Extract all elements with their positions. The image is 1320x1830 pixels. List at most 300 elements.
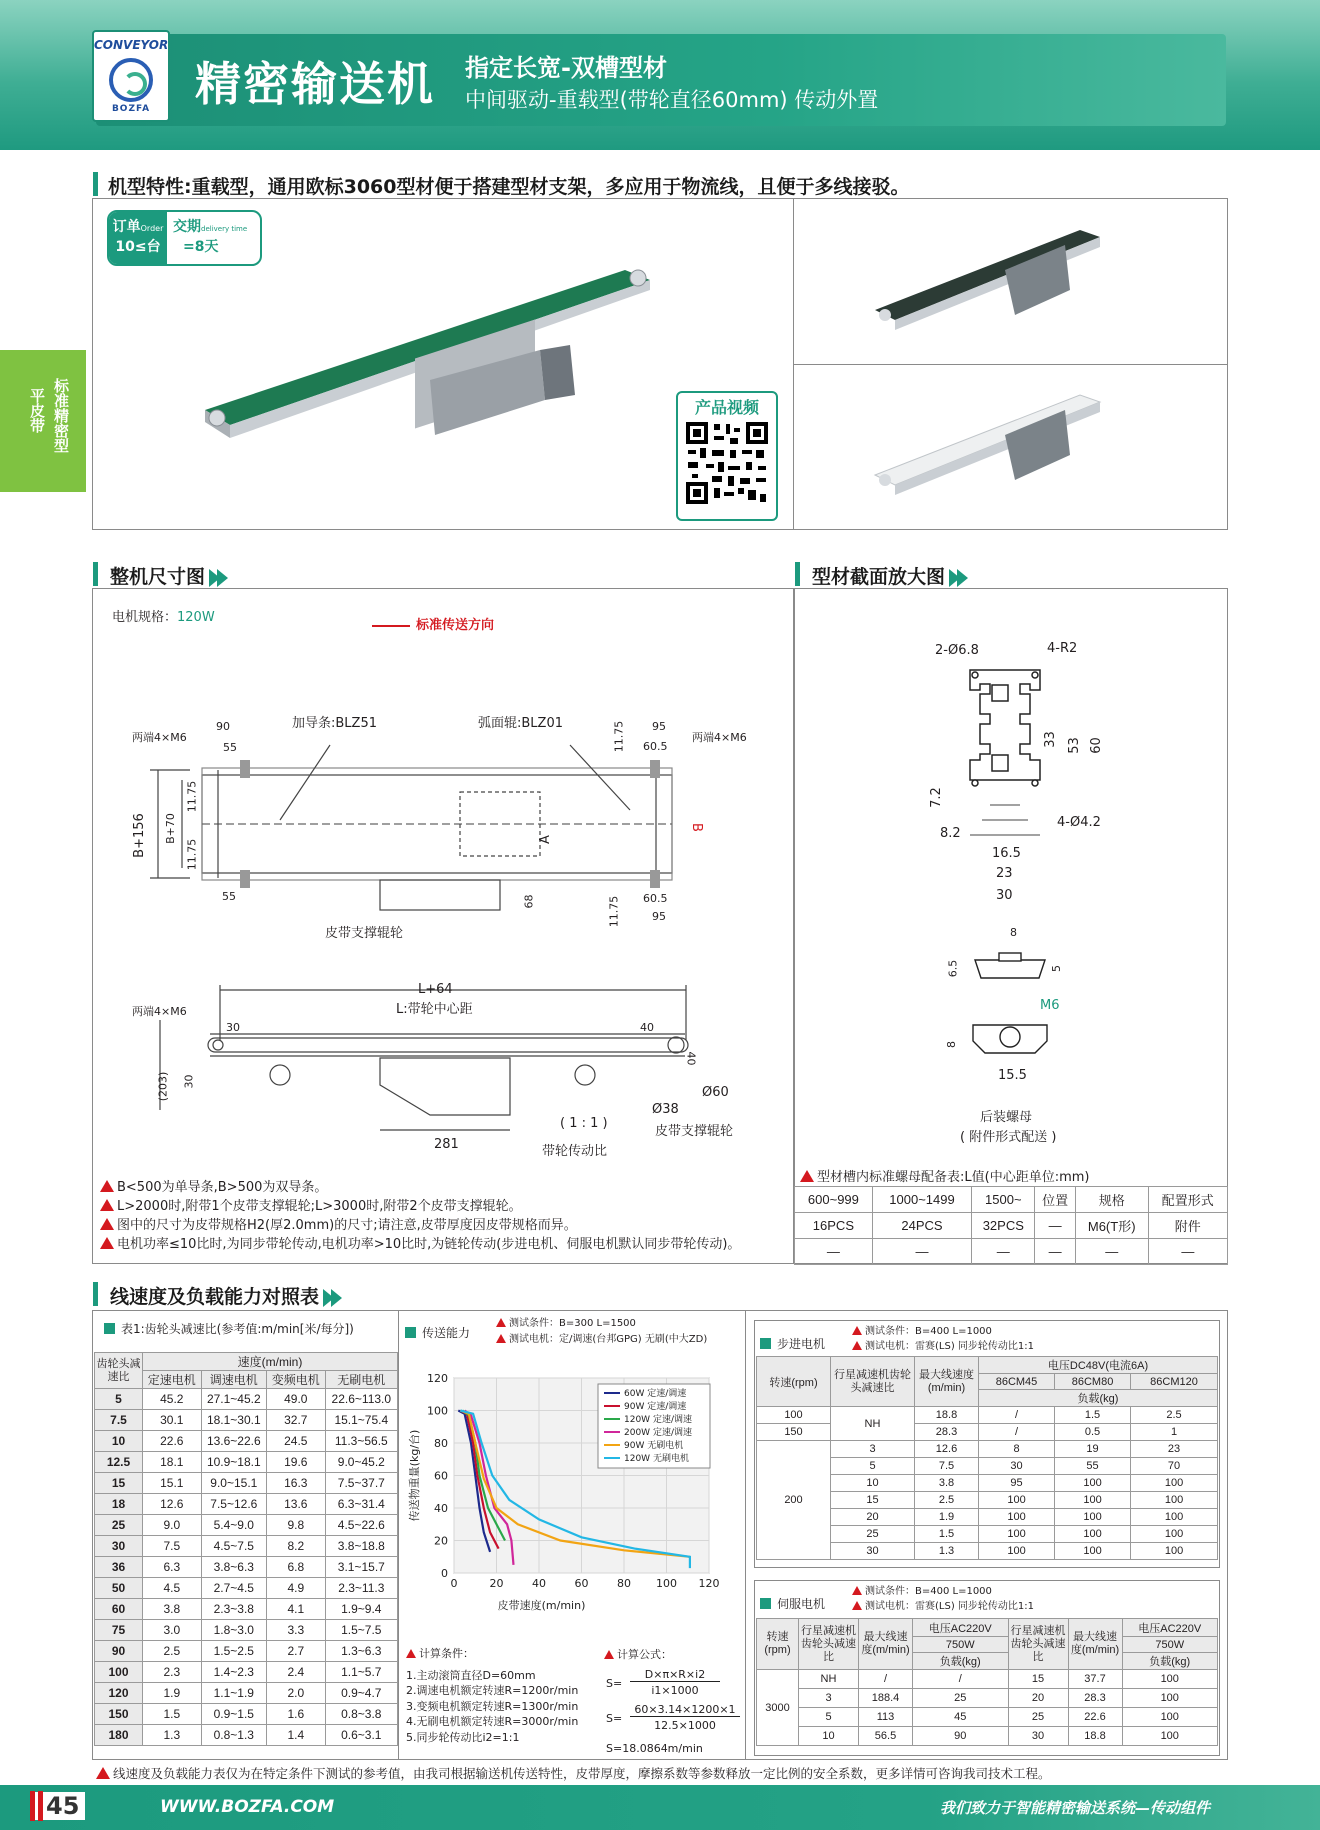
chart-y-tick-label: 120 [427,1372,448,1385]
warning-icon [100,1199,114,1211]
table1-title [96,1320,354,1337]
top-view-drawing [130,700,720,940]
servo-cond-2: 测试电机：雷赛(LS) 同步轮传动比1:1 [865,1601,1034,1612]
arrow-icon [957,569,968,587]
stepper-cell: 100 [979,1509,1055,1526]
calc-formula [604,1646,736,1755]
stepper-cell: 100 [1131,1492,1218,1509]
dim-l-64: L+64 [418,982,453,997]
stepper-cell: 95 [979,1475,1055,1492]
servo-header-voltage: 电压AC220V [913,1619,1009,1637]
note-text: 电机功率≤10比时,为同步带轮传动,电机功率>10比时,为链轮传动(步进电机、伺服电机默认同步带轮传动)。 [117,1237,741,1252]
nut-dim-8: 8 [945,1041,958,1048]
dim-30: 30 [226,1021,240,1034]
formula-result: S=18.0864m/min [606,1742,703,1755]
nut-table-cell: — [872,1239,971,1265]
section-marker [795,562,800,586]
speed-cell: 49.0 [267,1389,326,1410]
speed-cell: 6.3~31.4 [325,1494,397,1515]
speed-cell: 3.8 [143,1599,202,1620]
ratio-cell: 18 [95,1494,143,1515]
table-row [95,1494,398,1515]
profile-title-text: 型材截面放大图 [812,566,946,588]
dimensions-title-text: 整机尺寸图 [110,566,206,588]
stepper-cell: 30 [831,1543,915,1560]
ratio-cell: 5 [95,1389,143,1410]
speed-cell: 9.0 [143,1515,202,1536]
speed-cell: 30.1 [143,1410,202,1431]
servo-cell: 56.5 [859,1727,913,1746]
nut-table-header: 600~999 [795,1187,873,1213]
chart-x-tick-label: 100 [656,1577,677,1590]
table-row [757,1727,1218,1746]
profile-dim-30: 30 [996,888,1013,903]
chart-legend-label: 120W 定速/调速 [624,1415,692,1425]
chart-legend-label: 60W 定速/调速 [624,1389,687,1399]
dim-60-5: 60.5 [643,740,668,753]
note-item [100,1216,790,1235]
chart-x-tick-label: 120 [698,1577,720,1590]
dim-40: 40 [684,1051,698,1066]
dim-l-center: L:带轮中心距 [396,1002,473,1017]
profile-dim-d6-8: 2-Ø6.8 [935,643,979,658]
stepper-cell: 8 [979,1441,1055,1458]
arrow-icon [217,569,228,587]
chart-y-tick-label: 20 [434,1534,448,1548]
dim-d38: Ø38 [652,1102,679,1117]
arrow-icon [331,1289,342,1307]
warning-icon [100,1180,114,1192]
dim-d60: Ø60 [702,1085,729,1100]
speed-cell: 11.3~56.5 [325,1431,397,1452]
divider [793,364,1228,365]
stepper-cell: 100 [1131,1475,1218,1492]
stepper-cell: / [979,1424,1055,1441]
servo-cell: 100 [1122,1689,1218,1708]
profile-dim-33: 33 [1042,731,1058,748]
servo-cell: / [859,1670,913,1689]
stepper-cell: 100 [757,1407,831,1424]
ratio-cell: 36 [95,1557,143,1578]
calc-conditions [406,1646,578,1745]
profile-dim-r2: 4-R2 [1047,641,1078,656]
label-ratio-text: 带轮传动比 [542,1144,608,1159]
nut-table-cell: — [1075,1239,1148,1265]
stepper-cell: 200 [757,1441,831,1560]
dim-30: 30 [182,1074,196,1089]
nut-dim-15-5: 15.5 [998,1068,1027,1083]
servo-cell: 25 [913,1689,1009,1708]
label-support-roller: 皮带支撑辊轮 [325,926,404,941]
speed-cell: 2.4 [267,1662,326,1683]
speed-cell: 1.1~5.7 [325,1662,397,1683]
speed-cell: 6.3 [143,1557,202,1578]
stepper-cell: 10 [831,1475,915,1492]
dimensions-title [110,562,228,589]
order-label-en: Order [140,224,164,233]
nut-table-cell: 32PCS [972,1213,1035,1239]
nut-table-cell: — [1148,1239,1227,1265]
ratio-cell: 12.5 [95,1452,143,1473]
stepper-cell: 100 [1055,1475,1131,1492]
speed-cell: 3.0 [143,1620,202,1641]
motor-spec-value: 120W [177,610,215,625]
warning-icon [96,1767,110,1779]
speed-title [110,1282,342,1309]
dim-55: 55 [223,741,237,754]
note-item [100,1197,790,1216]
stepper-cell: 1.5 [1055,1407,1131,1424]
speed-cell: 15.1 [143,1473,202,1494]
page-number: 45 [32,1792,85,1820]
speed-cell: 0.8~1.3 [201,1725,266,1746]
speed-cell: 1.4 [267,1725,326,1746]
chart-y-axis-label: 传送物重量(kg/台) [408,1429,421,1522]
servo-header-power: 750W [913,1637,1009,1653]
calc-formula-title: 计算公式： [617,1648,672,1661]
stepper-header-speed: 转速(rpm) [757,1357,831,1407]
table-row [95,1431,398,1452]
speed-cell: 6.8 [267,1557,326,1578]
stepper-cell: 20 [831,1509,915,1526]
servo-header-speed: 转速(rpm) [757,1619,799,1670]
servo-cell: 100 [1122,1670,1218,1689]
speed-cell: 9.0~45.2 [325,1452,397,1473]
speed-cell: 0.9~4.7 [325,1683,397,1704]
nut-table-cell: 24PCS [872,1213,971,1239]
servo-header-load: 负载(kg) [1122,1653,1218,1670]
notes-list [100,1178,790,1254]
speed-cell: 2.7~4.5 [201,1578,266,1599]
speed-cell: 1.9 [143,1683,202,1704]
delivery-label: 交期 [173,219,201,235]
nut-dim-8: 8 [1010,926,1017,939]
warning-icon [496,1318,506,1327]
speed-table [94,1352,398,1746]
logo-mark-icon [109,58,153,102]
stepper-cell: 23 [1131,1441,1218,1458]
stepper-cell: 2.5 [1131,1407,1218,1424]
servo-label [760,1595,825,1612]
ratio-cell: 180 [95,1725,143,1746]
nut-table-cell: — [1035,1239,1075,1265]
servo-rpm-cell: 3000 [757,1670,799,1746]
chart-legend-label: 90W 定速/调速 [624,1402,687,1412]
table-icon [104,1323,115,1334]
stepper-cell: 70 [1131,1458,1218,1475]
speed-cell: 4.1 [267,1599,326,1620]
formula-1-denominator: i1×1000 [651,1684,699,1697]
ratio-cell: 7.5 [95,1410,143,1431]
chart-y-tick-label: 0 [441,1567,448,1580]
chart-y-tick-label: 80 [434,1437,448,1450]
chart-y-tick-label: 100 [427,1404,448,1418]
stepper-table [756,1356,1218,1560]
chart-legend-label: 120W 无刷电机 [624,1454,689,1464]
servo-cell: 113 [859,1708,913,1727]
dim-a: A [537,835,553,844]
nut-table-header: 规格 [1075,1187,1148,1213]
motor-spec [112,606,215,625]
stepper-cell: 25 [831,1526,915,1543]
dim-b-156: B+156 [131,813,147,858]
direction-text: 标准传送方向 [416,618,495,633]
servo-cell: 20 [1008,1689,1068,1708]
chart-x-tick-label: 80 [617,1577,631,1590]
chart-x-axis-label: 皮带速度(m/min) [497,1599,586,1612]
speed-cell: 2.3~11.3 [325,1578,397,1599]
speed-cell: 22.6~113.0 [325,1389,397,1410]
nut-caption: 后装螺母 [980,1110,1033,1125]
dim-68: 68 [522,894,536,909]
chart-y-tick-label: 40 [434,1502,448,1515]
speed-cell: 1.3~6.3 [325,1641,397,1662]
servo-header-power: 750W [1122,1637,1218,1653]
servo-cell: NH [799,1670,859,1689]
speed-cell: 2.3 [143,1662,202,1683]
bottom-note [96,1764,1051,1782]
table1-header-col: 变频电机 [267,1371,326,1389]
features-title: 机型特性:重载型，通用欧标3060型材便于搭建型材支架，多应用于物流线，且便于多线接驳。 [108,176,910,198]
table-row [95,1515,398,1536]
profile-dim-53: 53 [1066,737,1082,754]
formula-s: S= [606,1712,623,1725]
chart-x-tick-label: 0 [450,1577,458,1590]
table1-header-col: 定速电机 [143,1371,202,1389]
note-text: L>2000时,附带1个皮带支撑辊轮;L>3000时,附带2个皮带支撑辊轮。 [117,1199,522,1214]
note-item [100,1178,790,1197]
speed-cell: 2.7 [267,1641,326,1662]
stepper-cell: 100 [1131,1526,1218,1543]
note-text: B<500为单导条,B>500为双导条。 [117,1180,328,1195]
speed-cell: 1.8~3.0 [201,1620,266,1641]
speed-cell: 2.5 [143,1641,202,1662]
stepper-cell: 1.5 [915,1526,979,1543]
servo-cond-1: 测试条件：B=400 L=1000 [865,1586,992,1597]
dim-b: B [688,823,704,832]
stepper-cell: 100 [1131,1543,1218,1560]
speed-cell: 0.8~3.8 [325,1704,397,1725]
speed-cell: 10.9~18.1 [201,1452,266,1473]
logo-text-bottom: BOZFA [111,104,151,114]
dim-60-5: 60.5 [643,892,668,905]
chart-y-tick-label: 60 [434,1469,448,1483]
stepper-cell: 100 [979,1492,1055,1509]
nut-table-header: 位置 [1035,1187,1075,1213]
servo-header-ratio: 行星减速机齿轮头减速比 [1008,1619,1068,1670]
footer-bar [0,1785,1320,1830]
table-row [95,1725,398,1746]
delivery-label-en: delivery time [201,225,248,233]
speed-cell: 0.9~1.5 [201,1704,266,1725]
delivery-value: =8天 [183,239,219,255]
profile-title [812,562,968,589]
warning-icon [852,1326,862,1335]
servo-cell: 37.7 [1068,1670,1122,1689]
speed-cell: 7.5~12.6 [201,1494,266,1515]
speed-cell: 1.1~1.9 [201,1683,266,1704]
speed-cell: 1.6 [267,1704,326,1725]
table1-header-col: 调速电机 [201,1371,266,1389]
dim-281: 281 [434,1137,459,1152]
speed-cell: 1.3 [143,1725,202,1746]
stepper-cond-2: 测试电机：雷赛(LS) 同步轮传动比1:1 [865,1341,1034,1352]
footer-slogan: 我们致力于智能精密输送系统—传动组件 [939,1799,1210,1817]
speed-cell: 9.0~15.1 [201,1473,266,1494]
dim-40: 40 [640,1021,654,1034]
calc-cond-item: 3.变频电机额定转速R=1300r/min [406,1699,579,1713]
speed-cell: 5.4~9.0 [201,1515,266,1536]
speed-cell: 2.3~3.8 [201,1599,266,1620]
qr-video-label: 产品视频 [694,398,759,417]
table-row [95,1389,398,1410]
side-tab-label-2: 平皮带 [28,388,46,433]
servo-cell: 90 [913,1727,1009,1746]
footer-url[interactable]: WWW.BOZFA.COM [160,1797,335,1817]
stepper-cell: 1.3 [915,1543,979,1560]
profile-dim-16-5: 16.5 [992,846,1021,861]
stepper-cell: NH [831,1407,915,1441]
servo-cell: 15 [1008,1670,1068,1689]
stepper-cell: 1 [1131,1424,1218,1441]
qr-video-panel[interactable] [676,391,778,521]
servo-header-maxspeed: 最大线速度(m/min) [859,1619,913,1670]
speed-cell: 1.5 [143,1704,202,1725]
stepper-cell: 28.3 [915,1424,979,1441]
warning-icon [800,1170,814,1182]
divider [745,1310,746,1760]
ratio-cell: 10 [95,1431,143,1452]
warning-icon [496,1334,506,1343]
table-row [95,1557,398,1578]
calc-cond-item: 5.同步轮传动比i2=1:1 [406,1730,520,1744]
nut-table-cell: — [972,1239,1035,1265]
stepper-cell: 3.8 [915,1475,979,1492]
nut-table-cell: — [1035,1213,1075,1239]
order-label: 订单 [112,219,141,235]
chart-x-tick-label: 20 [489,1577,504,1590]
page-title: 精密输送机 [195,57,435,111]
motor-spec-label: 电机规格： [112,610,178,625]
speed-cell: 27.1~45.2 [201,1389,266,1410]
stepper-header-model: 86CM80 [1055,1374,1131,1390]
speed-cell: 1.9~9.4 [325,1599,397,1620]
speed-cell: 3.1~15.7 [325,1557,397,1578]
formula-2-denominator: 12.5×1000 [654,1719,716,1732]
chart-x-tick-label: 60 [574,1577,589,1590]
dim-55: 55 [222,890,236,903]
speed-cell: 24.5 [267,1431,326,1452]
bottom-note-text: 线速度及负载能力表仅为在特定条件下测试的参考值，由我司根据输送机传送特性，皮带厚度，摩擦系数等参数释放一定比例的安全系数，更多详情可咨询我司技术工程。 [113,1766,1051,1781]
nut-table [794,1186,1228,1265]
section-marker [93,1282,98,1306]
nut-table-header: 1000~1499 [872,1187,971,1213]
formula-2-numerator: 60×3.14×1200×1 [630,1703,740,1717]
profile-dim-60: 60 [1088,737,1104,754]
stepper-conditions [852,1324,1034,1354]
stepper-cell: 3 [831,1441,915,1458]
table1-header-speed: 速度(m/min) [143,1353,398,1371]
speed-cell: 0.6~3.1 [325,1725,397,1746]
table-row [95,1578,398,1599]
conveyor-main-image [195,250,665,480]
stepper-label [760,1335,825,1352]
warning-icon [100,1218,114,1230]
nut-table-cell: M6(T形) [1075,1213,1148,1239]
speed-title-text: 线速度及负载能力对照表 [110,1286,320,1308]
speed-cell: 12.6 [143,1494,202,1515]
label-both-ends-m6: 两端4×M6 [132,731,187,744]
speed-cell: 8.2 [267,1536,326,1557]
formula-1-numerator: D×π×R×i2 [630,1668,720,1682]
dim-95: 95 [652,910,666,923]
speed-cell: 9.8 [267,1515,326,1536]
table-row [95,1662,398,1683]
table-row [95,1683,398,1704]
note-item [100,1235,790,1254]
table-row [95,1536,398,1557]
profile-dim-d4-2: 4-Ø4.2 [1057,815,1101,830]
ratio-cell: 100 [95,1662,143,1683]
side-tab[interactable] [0,350,86,492]
warning-icon [604,1650,614,1659]
capacity-cond-1: 测试条件：B=300 L=1500 [509,1318,636,1329]
table-row [95,1641,398,1662]
stepper-cell: 55 [1055,1458,1131,1475]
stepper-header-model: 86CM45 [979,1374,1055,1390]
chart-x-tick-label: 40 [532,1577,546,1590]
label-support-roller: 皮带支撑辊轮 [655,1124,734,1139]
stepper-cell: 150 [757,1424,831,1441]
stepper-cell: 100 [1055,1543,1131,1560]
section-marker [93,562,98,586]
ratio-cell: 15 [95,1473,143,1494]
servo-cell: 10 [799,1727,859,1746]
table-icon [760,1598,771,1609]
speed-cell: 18.1~30.1 [201,1410,266,1431]
label-arc-roller: 弧面辊:BLZ01 [478,716,563,731]
nut-dim-m6: M6 [1040,998,1060,1013]
capacity-cond-2: 测试电机：定/调速(台邦GPG) 无刷(中大ZD) [509,1334,708,1345]
table-icon [760,1338,771,1349]
speed-cell: 2.0 [267,1683,326,1704]
warning-icon [852,1341,862,1350]
table1-title-text: 表1:齿轮头减速比(参考值:m/min[米/每分]) [121,1322,354,1336]
dim-11-75: 11.75 [185,838,199,871]
profile-dim-8-2: 8.2 [940,826,961,841]
footer-accent [30,1791,35,1821]
page-subtitle-2: 中间驱动-重载型(带轮直径60mm) 传动外置 [465,88,879,112]
servo-cell: 28.3 [1068,1689,1122,1708]
stepper-cell: 2.5 [915,1492,979,1509]
dim-b-70: B+70 [163,813,177,844]
servo-header-load: 负载(kg) [913,1653,1009,1670]
conveyor-image-top [865,215,1115,345]
servo-cell: 25 [1008,1708,1068,1727]
servo-cell: 3 [799,1689,859,1708]
servo-cell: 30 [1008,1727,1068,1746]
table-row [95,1473,398,1494]
profile-dim-7-2: 7.2 [928,787,944,808]
capacity-chart [404,1370,740,1615]
speed-cell: 4.5~7.5 [201,1536,266,1557]
profile-dim-23: 23 [996,866,1013,881]
speed-cell: 45.2 [143,1389,202,1410]
ratio-cell: 120 [95,1683,143,1704]
ratio-cell: 75 [95,1620,143,1641]
logo-text-top: CONVEYOR [94,38,169,52]
table-row [757,1689,1218,1708]
